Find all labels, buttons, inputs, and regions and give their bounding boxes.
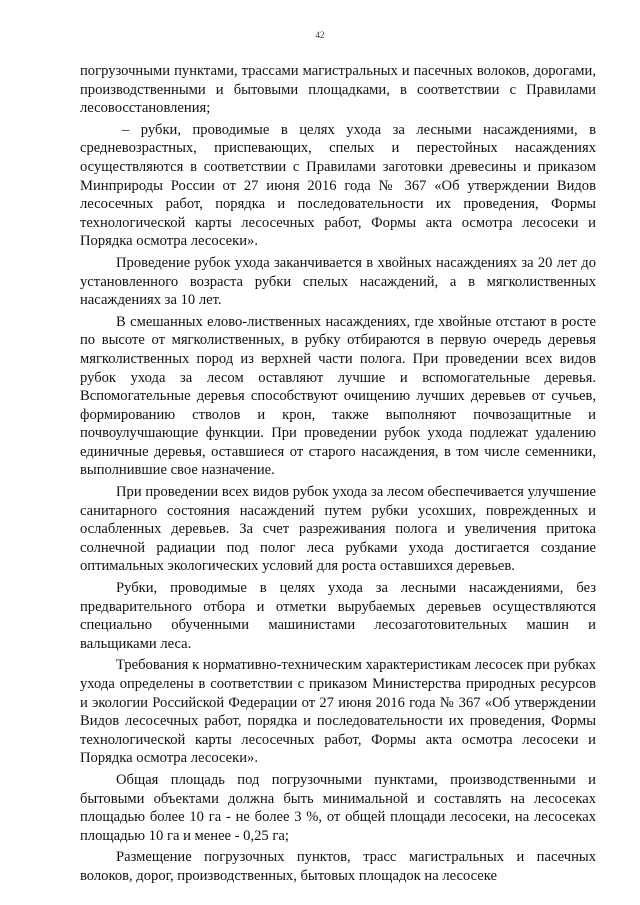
paragraph-total-area: Общая площадь под погрузочными пунктами, производственными и бытовыми объектами должна быть минимальной и составлять на лесосеках площадью более 10 га - не более 3 %, от общей площади лесосеки, на лесосеках площадью 10 га и менее - 0,25 га; <box>80 771 596 844</box>
page-number: 42 <box>315 30 325 40</box>
document-body <box>80 62 596 889</box>
paragraph-operators: Рубки, проводимые в целях ухода за лесными насаждениями, без предварительного отбора и отметки вырубаемых деревьев осуществляются специально обученными машинистами лесозаготовительных машин и вальщиками леса. <box>80 580 596 652</box>
paragraph-requirements: Требования к нормативно-техническим характеристикам лесосек при рубках ухода определены в соответствии с приказом Министерства природных ресурсов и экологии Российской Федерации от 27 июня 2016 года № 367 «Об утверждении Видов лесосечных работ, порядка и последовательности их проведения, Формы технологической карты лесосечных работ, Формы акта осмотра лесосеки и Порядка осмотра лесосеки». <box>80 657 596 767</box>
paragraph-list-item-thinning: – рубки, проводимые в целях ухода за лесными насаждениями, в средневозрастных, приспевающих, спелых и перестойных насаждениях осуществляются в соответствии с Правилами заготовки древесины и приказом Минприроды России от 27 июня 2016 года № 367 «Об утверждении Видов лесосечных работ, порядка и последовательности их проведения, Формы технологической карты лесосечных работ, Формы акта осмотра лесосеки и Порядка осмотра лесосеки». <box>80 121 596 250</box>
paragraph-mixed-stands: В смешанных елово-лиственных насаждениях, где хвойные отстают в росте по высоте от мягколиственных, в рубку отбираются в первую очередь деревья мягколиственных пород из верхней части полога. При проведении всех видов рубок ухода за лесом оставляют лучшие и вспомогательные деревья. Вспомогательные деревья способствуют очищению лучших деревьев от сучьев, формированию стволов и крон, также выполняют почвозащитные и почвоулучшающие функции. При проведении рубок ухода подлежат удалению единичные деревья, оставшиеся от старого насаждения, в том числе семенники, выполнившие свое назначение. <box>80 313 596 479</box>
paragraph-continuation: погрузочными пунктами, трассами магистральных и пасечных волоков, дорогами, производственными и бытовыми площадками, в соответствии с Правилами лесовосстановления; <box>80 63 596 117</box>
paragraph-sanitary-improvement: При проведении всех видов рубок ухода за лесом обеспечивается улучшение санитарного состояния насаждений путем рубки усохших, поврежденных и ослабленных деревьев. За счет разреживания полога и увеличения притока солнечной радиации под полог леса рубками ухода достигается создание оптимальных экологических условий для роста оставшихся деревьев. <box>80 484 596 575</box>
paragraph-placement: Размещение погрузочных пунктов, трасс магистральных и пасечных волоков, дорог, производственных, бытовых площадок на лесосеке <box>80 849 596 884</box>
paragraph-thinning-deadline: Проведение рубок ухода заканчивается в хвойных насаждениях за 20 лет до установленного возраста рубки спелых насаждений, а в мягколиственных насаждениях за 10 лет. <box>80 254 596 309</box>
